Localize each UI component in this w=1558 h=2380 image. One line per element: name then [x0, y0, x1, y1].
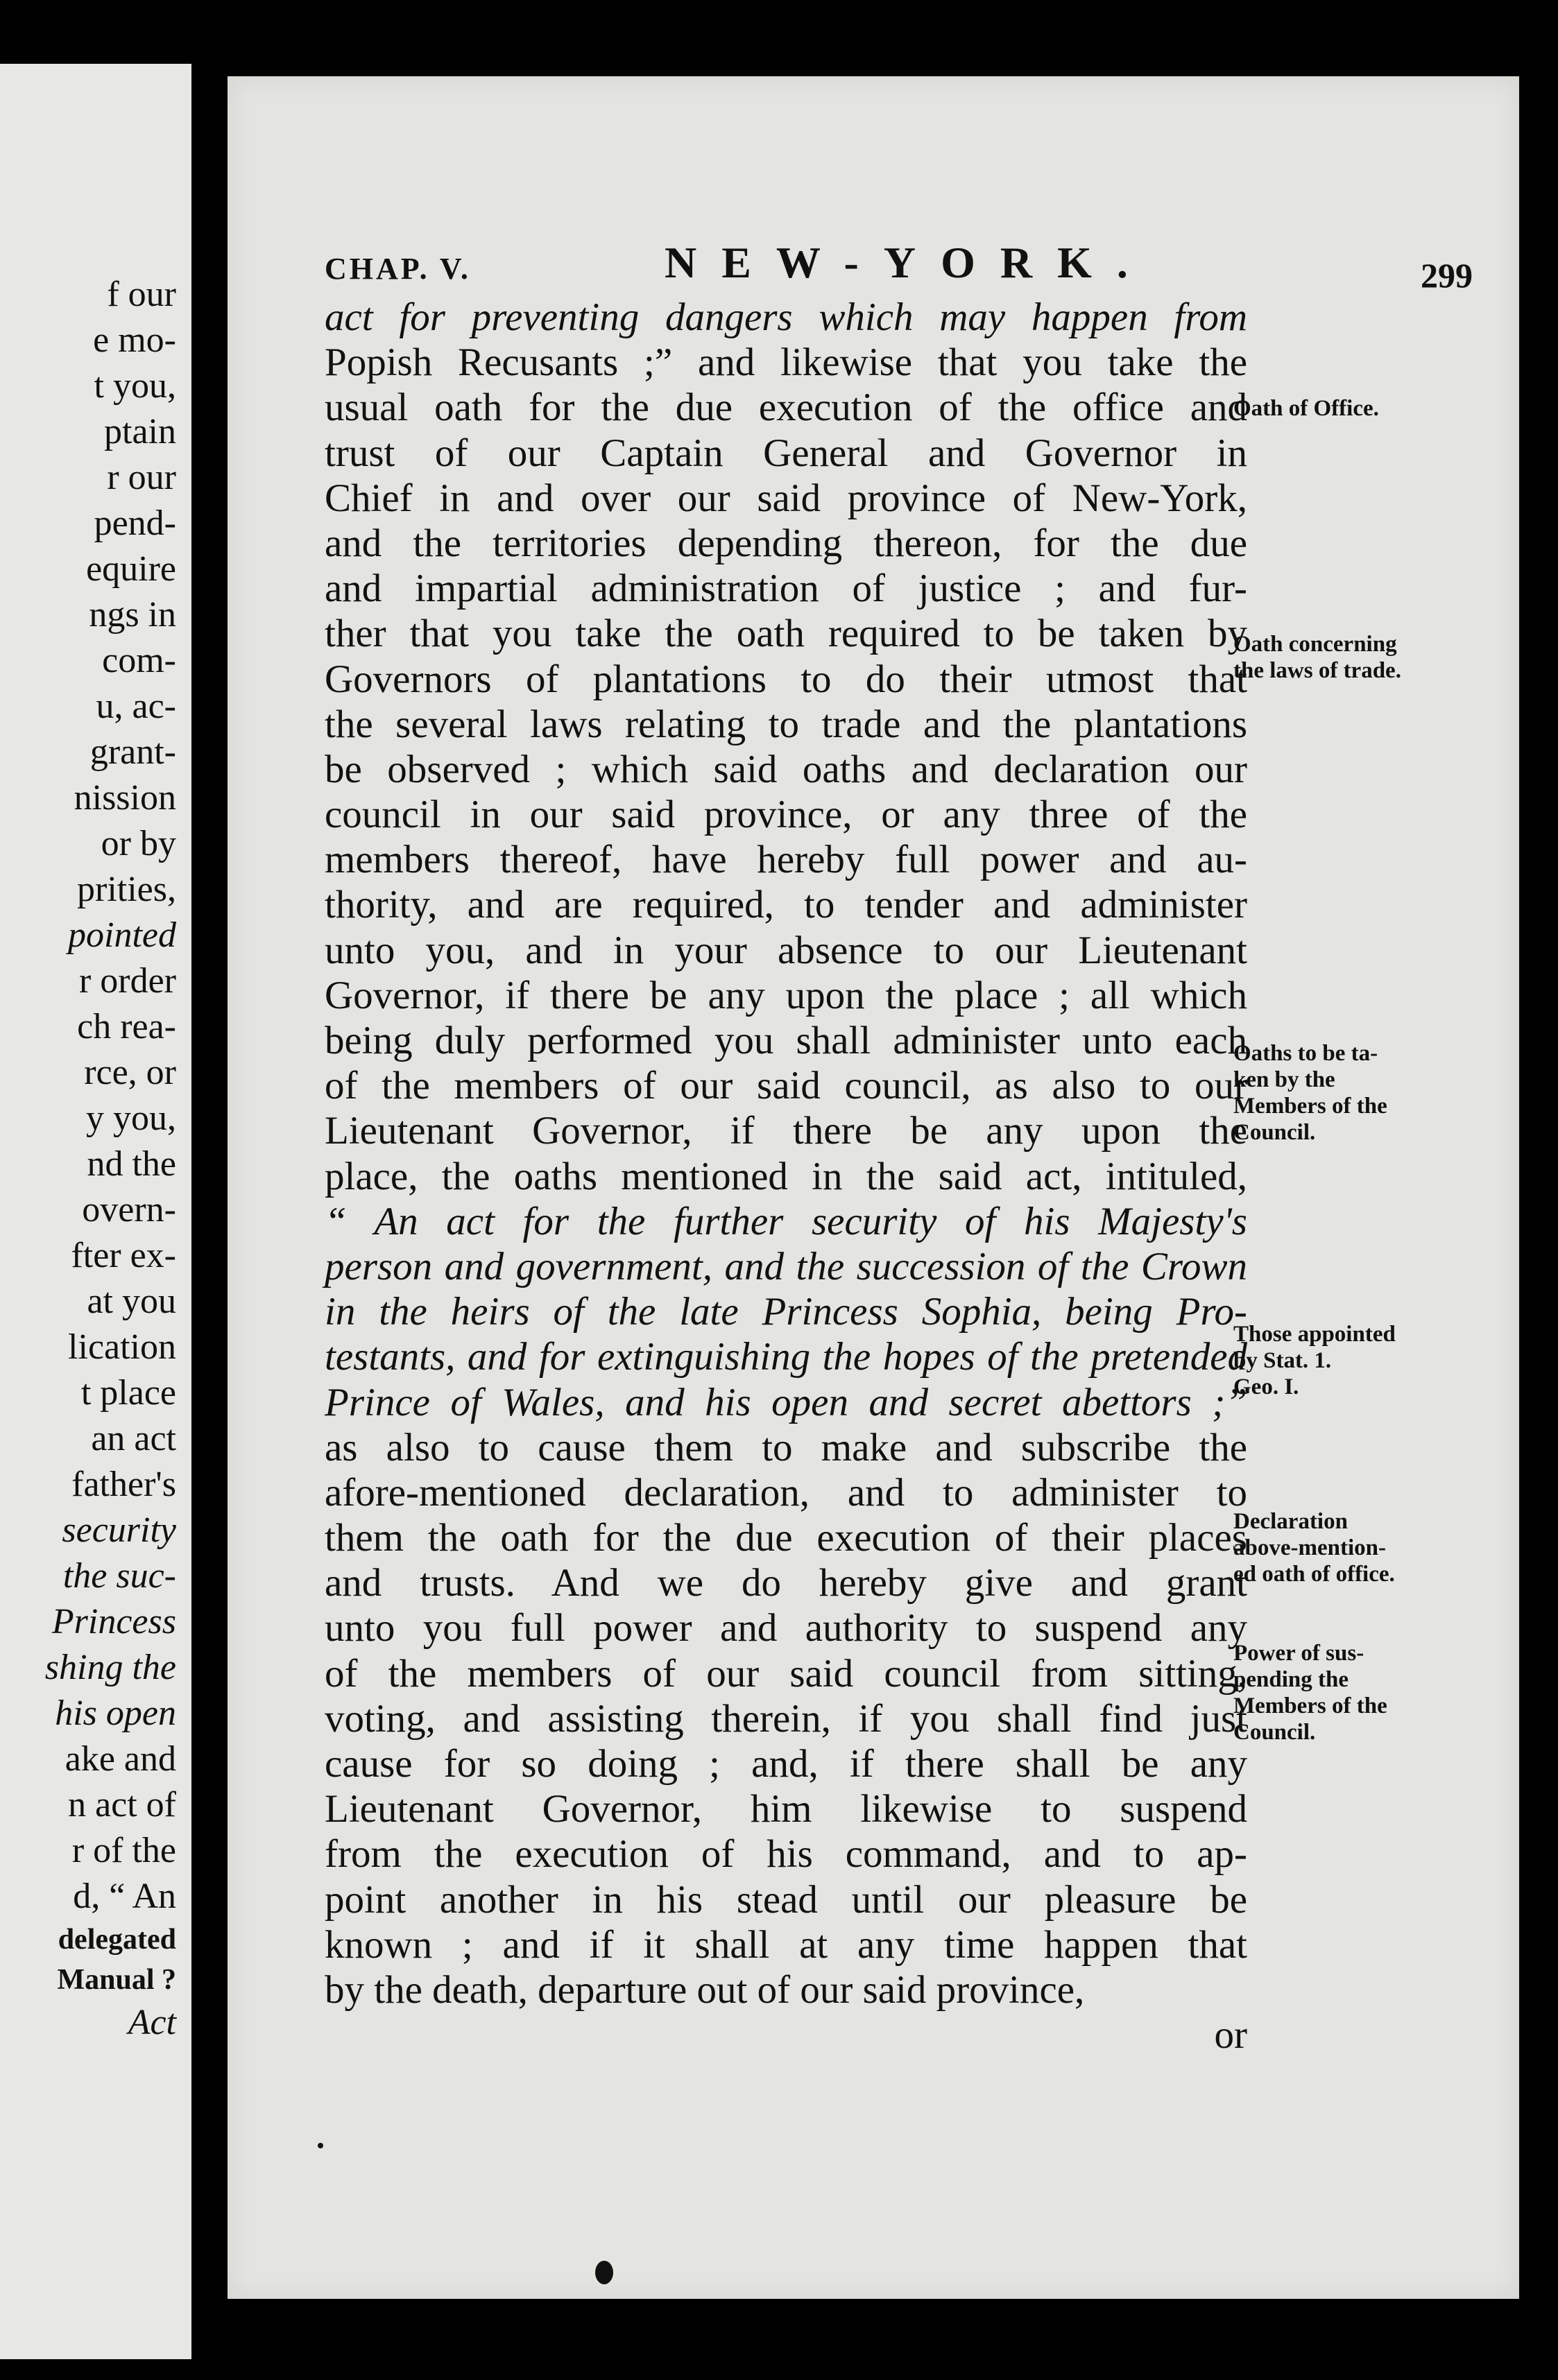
- body-text-line: and trusts. And we do hereby give and grant: [325, 1561, 1247, 1605]
- facing-text-line: Princess: [51, 1602, 176, 1641]
- note-line: Oath concerning: [1233, 632, 1397, 657]
- body-text-line: point another in his stead until our pleasure be: [325, 1877, 1247, 1922]
- body-text-line: afore-mentioned declaration, and to administer to: [325, 1470, 1247, 1515]
- body-text-line: of the members of our said council from sitting,: [325, 1651, 1247, 1696]
- body-text-line: the several laws relating to trade and the plantations: [325, 702, 1247, 746]
- body-text-line: testants, and for extinguishing the hopes of the pretended: [325, 1335, 1247, 1379]
- margin-note-statute: [1233, 1321, 1469, 1400]
- facing-text-line: the suc-: [62, 1556, 176, 1596]
- body-text-line: them the oath for the due execution of their places: [325, 1516, 1247, 1560]
- body-text-line: usual oath for the due execution of the office and: [325, 386, 1247, 430]
- body-text-line: unto you full power and authority to suspend any: [325, 1606, 1247, 1650]
- margin-note-declaration: [1233, 1508, 1469, 1587]
- note-line: Members of the: [1233, 1693, 1387, 1718]
- note-line: Oath of Office.: [1233, 396, 1379, 421]
- facing-text-line: or by: [101, 824, 176, 863]
- note-line: the laws of trade.: [1233, 658, 1401, 683]
- body-text-line: known ; and if it shall at any time happen that: [325, 1922, 1247, 1967]
- body-text-line: Chief in and over our said province of New-York,: [325, 476, 1247, 520]
- body-text-line: of the members of our said council, as also to our: [325, 1064, 1247, 1108]
- body-text-line: from the execution of his command, and to ap-: [325, 1832, 1247, 1877]
- note-line: Declaration: [1233, 1509, 1348, 1534]
- facing-text-line: pend-: [94, 503, 176, 543]
- facing-text-line: father's: [71, 1465, 176, 1504]
- body-text-line: place, the oaths mentioned in the said act, intituled,: [325, 1154, 1247, 1198]
- ink-smudge: [595, 2261, 613, 2284]
- note-line: Council.: [1233, 1120, 1316, 1145]
- note-line: Power of sus-: [1233, 1641, 1364, 1666]
- body-text-line: trust of our Captain General and Governor in: [325, 431, 1247, 475]
- body-text-line: council in our said province, or any three of the: [325, 793, 1247, 837]
- chapter-label: CHAP. V.: [325, 252, 471, 286]
- facing-text-line: fter ex-: [71, 1236, 176, 1275]
- facing-text-line: t you,: [94, 366, 176, 406]
- note-line: ken by the: [1233, 1067, 1335, 1092]
- catchword: or: [1214, 2013, 1247, 2058]
- facing-text-line: his open: [55, 1693, 176, 1733]
- note-line: Geo. I.: [1233, 1374, 1299, 1399]
- facing-text-line: f our: [107, 275, 176, 314]
- facing-text-line: grant-: [89, 732, 176, 772]
- facing-text-line: u, ac-: [96, 687, 176, 726]
- facing-text-line: r our: [107, 458, 176, 497]
- body-text-line: cause for so doing ; and, if there shall be any: [325, 1742, 1247, 1786]
- note-line: by Stat. 1.: [1233, 1348, 1332, 1373]
- body-text-line: Popish Recusants ;” and likewise that you take the: [325, 340, 1247, 385]
- facing-text-line: Manual ?: [57, 1964, 176, 1996]
- facing-text-line: Act: [128, 2003, 176, 2042]
- running-head: [325, 237, 1473, 300]
- body-text-line: being duly performed you shall administer unto each: [325, 1019, 1247, 1062]
- facing-text-line: an act: [91, 1419, 176, 1458]
- body-text-line: thority, and are required, to tender and administer: [325, 883, 1247, 927]
- body-text-line: members thereof, have hereby full power and au-: [325, 838, 1247, 882]
- body-text-line: Prince of Wales, and his open and secret abettors ;”: [325, 1380, 1247, 1424]
- facing-text-line: nission: [74, 778, 176, 818]
- body-text-line: and the territories depending thereon, for the due: [325, 521, 1247, 565]
- facing-text-line: d, “ An: [73, 1877, 176, 1916]
- body-text-line: “ An act for the further security of his Majesty's: [325, 1199, 1247, 1243]
- facing-page-fragment: [0, 64, 191, 2359]
- ink-speck: [318, 2143, 323, 2148]
- body-text-line: person and government, and the succession of the Crown: [325, 1244, 1247, 1288]
- margin-note-laws-of-trade: [1233, 631, 1469, 684]
- facing-text-line: ngs in: [89, 595, 176, 635]
- facing-text-line: ch rea-: [77, 1007, 176, 1046]
- margin-note-council-oaths: [1233, 1040, 1469, 1146]
- body-text-line: voting, and assisting therein, if you shall find just: [325, 1696, 1247, 1741]
- body-text-line: Lieutenant Governor, if there be any upon the: [325, 1109, 1247, 1153]
- body-text-line: in the heirs of the late Princess Sophia, being Pro-: [325, 1290, 1247, 1334]
- body-text-line: Governor, if there be any upon the place ; all which: [325, 973, 1247, 1017]
- note-line: Members of the: [1233, 1094, 1387, 1119]
- facing-text-line: nd the: [87, 1144, 176, 1184]
- facing-text-line: n act of: [68, 1785, 176, 1825]
- body-text: [325, 295, 1247, 2058]
- body-text-line: Lieutenant Governor, him likewise to suspend: [325, 1787, 1247, 1831]
- note-line: ed oath of office.: [1233, 1562, 1395, 1587]
- margin-note-oath-of-office: [1233, 395, 1469, 422]
- facing-text-line: lication: [68, 1327, 176, 1367]
- facing-text-line: delegated: [58, 1924, 176, 1956]
- facing-text-line: security: [62, 1510, 176, 1550]
- note-line: Council.: [1233, 1720, 1316, 1745]
- page-number: 299: [1421, 256, 1473, 295]
- facing-text-line: ptain: [104, 412, 176, 451]
- running-title: NEW-YORK.: [665, 238, 1153, 287]
- body-text-line: be observed ; which said oaths and declaration our: [325, 747, 1247, 791]
- facing-text-line: shing the: [44, 1648, 176, 1687]
- facing-text-line: t place: [80, 1373, 176, 1413]
- body-text-line: ther that you take the oath required to be taken by: [325, 612, 1247, 656]
- body-text-line: Governors of plantations to do their utmost that: [325, 657, 1247, 701]
- facing-text-line: e mo-: [93, 320, 176, 360]
- facing-text-line: pointed: [68, 915, 176, 955]
- note-line: Oaths to be ta-: [1233, 1041, 1378, 1066]
- facing-text-line: ake and: [65, 1739, 176, 1779]
- facing-text-line: at you: [87, 1282, 176, 1321]
- book-page: [228, 76, 1519, 2299]
- body-text-line: by the death, departure out of our said province,: [325, 1967, 1085, 2012]
- body-text-line: as also to cause them to make and subscribe the: [325, 1425, 1247, 1469]
- facing-text-line: overn-: [82, 1190, 176, 1230]
- facing-text-line: r order: [78, 961, 176, 1001]
- facing-text-line: rce, or: [84, 1053, 176, 1092]
- facing-text-line: equire: [86, 549, 176, 589]
- margin-note-power-to-suspend: [1233, 1640, 1469, 1745]
- facing-text-line: prities,: [77, 870, 176, 909]
- facing-text-line: com-: [102, 641, 176, 680]
- note-line: pending the: [1233, 1667, 1349, 1692]
- facing-text-line: r of the: [71, 1831, 176, 1870]
- facing-page-text: [0, 272, 191, 2046]
- facing-text-line: y you,: [86, 1098, 176, 1138]
- note-line: above-mention-: [1233, 1535, 1386, 1560]
- body-text-line: act for preventing dangers which may happen from: [325, 295, 1247, 339]
- body-text-line: and impartial administration of justice ; and fur-: [325, 567, 1247, 611]
- note-line: Those appointed: [1233, 1322, 1396, 1347]
- body-text-line: unto you, and in your absence to our Lieutenant: [325, 928, 1247, 972]
